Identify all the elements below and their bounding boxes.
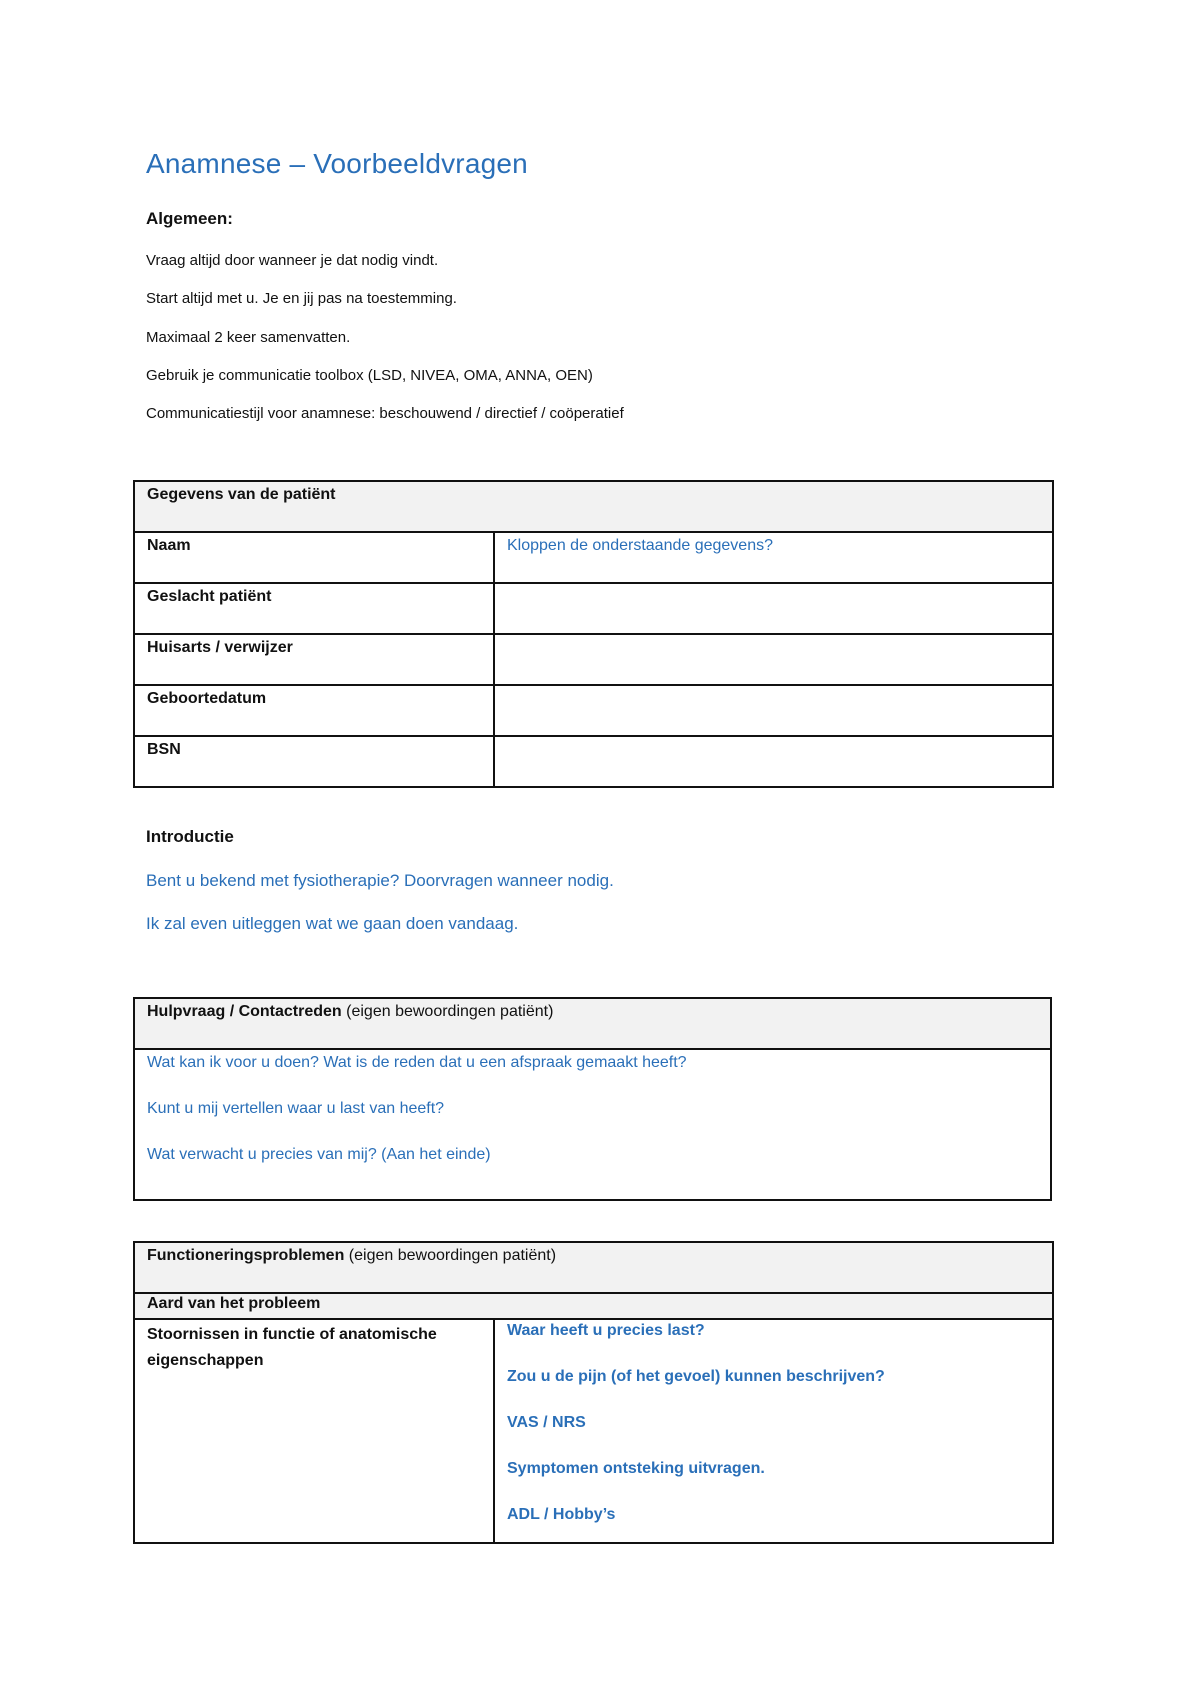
question: Wat kan ik voor u doen? Wat is de reden dat u een afspraak gemaakt heeft? [147,1054,687,1071]
row-value [494,685,1053,736]
functionering-questions [494,1319,1053,1543]
patient-table-header: Gegevens van de patiënt [134,481,1053,532]
header-bold-text: Functioneringsproblemen [147,1247,345,1264]
row-value: Kloppen de onderstaande gegevens? [494,532,1053,583]
header-bold-text: Hulpvraag / Contactreden [147,1003,342,1020]
table-row [134,736,1053,787]
functionering-subheader: Aard van het probleem [134,1293,1053,1319]
question: Kunt u mij vertellen waar u last van heeft? [147,1100,445,1117]
introductie-heading: Introductie [146,827,234,846]
row-label: Geslacht patiënt [134,583,494,634]
row-value [494,583,1053,634]
algemeen-heading: Algemeen: [146,209,233,228]
introductie-line: Ik zal even uitleggen wat we gaan doen vandaag. [146,914,519,933]
hulpvraag-table [133,997,1052,1201]
table-row [134,532,1053,583]
header-normal-text: (eigen bewoordingen patiënt) [344,1247,557,1264]
introductie-line: Bent u bekend met fysiotherapie? Doorvragen wanneer nodig. [146,871,614,890]
functionering-table-header [134,1242,1053,1293]
row-label: BSN [134,736,494,787]
row-label: Stoornissen in functie of anatomische eigenschappen [134,1319,494,1543]
table-row [134,1319,1053,1543]
question: VAS / NRS [507,1414,586,1431]
hulpvraag-table-header [134,998,1051,1049]
row-label: Huisarts / verwijzer [134,634,494,685]
question: Symptomen ontsteking uitvragen. [507,1460,765,1477]
algemeen-line: Start altijd met u. Je en jij pas na toestemming. [146,290,457,307]
question: Wat verwacht u precies van mij? (Aan het einde) [147,1146,491,1163]
algemeen-line: Gebruik je communicatie toolbox (LSD, NIVEA, OMA, ANNA, OEN) [146,367,593,384]
algemeen-line: Maximaal 2 keer samenvatten. [146,329,351,346]
question: ADL / Hobby’s [507,1506,616,1523]
functionering-table [133,1241,1054,1544]
patient-table [133,480,1054,788]
algemeen-line: Communicatiestijl voor anamnese: beschouwend / directief / coöperatief [146,405,624,422]
table-row [134,583,1053,634]
question: Zou u de pijn (of het gevoel) kunnen beschrijven? [507,1368,885,1385]
row-value [494,634,1053,685]
row-label: Geboortedatum [134,685,494,736]
row-value [494,736,1053,787]
row-label: Naam [134,532,494,583]
question: Waar heeft u precies last? [507,1322,705,1339]
header-normal-text: (eigen bewoordingen patiënt) [341,1003,554,1020]
hulpvraag-questions [134,1049,1051,1200]
algemeen-line: Vraag altijd door wanneer je dat nodig vindt. [146,252,439,269]
table-row [134,685,1053,736]
table-row [134,634,1053,685]
document-title: Anamnese – Voorbeeldvragen [146,148,528,179]
